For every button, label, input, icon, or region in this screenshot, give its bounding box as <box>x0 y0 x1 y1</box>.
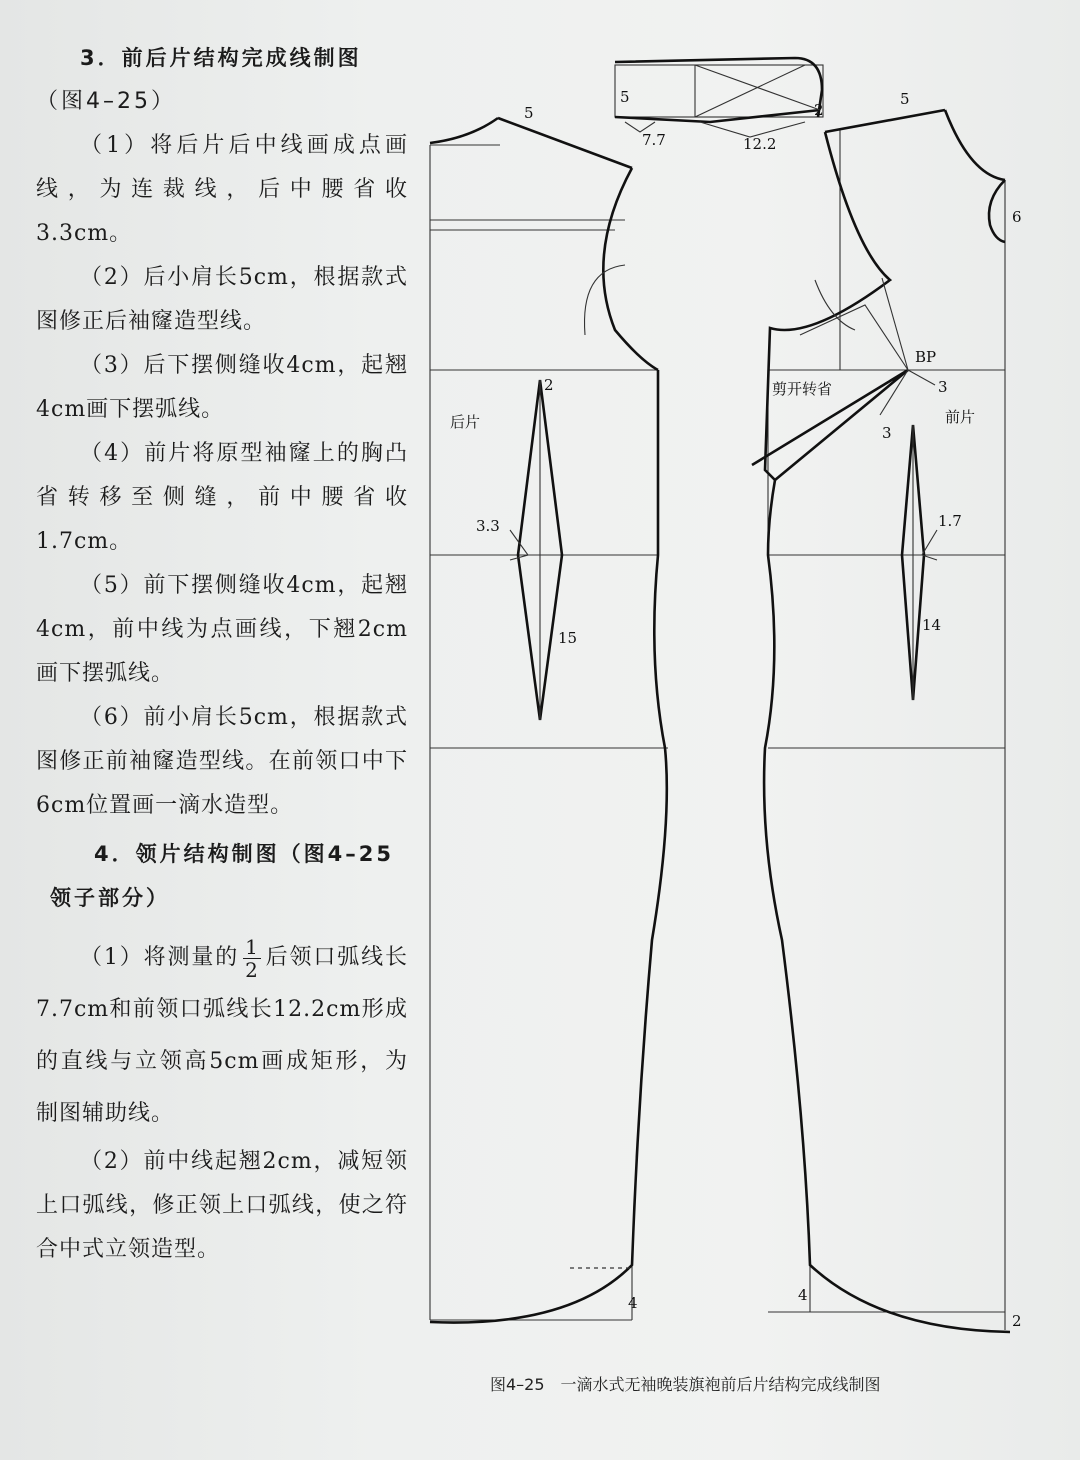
fraction-denominator: 2 <box>245 957 259 982</box>
bust-dart-label-b: 3 <box>882 424 892 442</box>
collar-front-length-label: 12.2 <box>743 135 777 153</box>
back-dart-top-label: 2 <box>544 376 554 394</box>
bp-label: BP <box>915 348 937 366</box>
step-5: （5）前下摆侧缝收4cm，起翘4cm，前中线为点画线，下翘2cm画下摆弧线。 <box>36 573 408 686</box>
section-heading-3-ref: （图4–25） <box>36 89 176 114</box>
front-hem-raise-label: 4 <box>798 1286 808 1304</box>
front-shoulder <box>825 110 945 132</box>
fraction <box>243 936 261 981</box>
collar-bottom-curve <box>615 110 820 122</box>
back-piece-label: 后片 <box>450 413 481 431</box>
step-2: （2）后小肩长5cm，根据款式图修正后袖窿造型线。 <box>36 265 408 334</box>
front-dart-width-label: 1.7 <box>938 512 962 530</box>
step-1: （1）将后片后中线画成点画线，为连裁线，后中腰省收3.3cm。 <box>36 133 408 246</box>
figure-caption: 图4–25 一滴水式无袖晚装旗袍前后片结构完成线制图 <box>490 1375 881 1394</box>
front-dart-construction-4 <box>908 370 935 385</box>
fraction-numerator: 1 <box>245 934 259 959</box>
pattern-figure <box>410 40 1050 1360</box>
front-piece-label: 前片 <box>945 408 976 426</box>
instruction-text <box>36 36 408 1272</box>
collar-diagonal-2 <box>695 65 805 117</box>
front-piece <box>752 90 1022 1332</box>
back-dart-width-label: 3.3 <box>476 517 500 535</box>
collar-pattern <box>615 58 824 153</box>
front-side-seam <box>764 480 1010 1332</box>
back-side-seam <box>430 370 667 1323</box>
back-armhole <box>603 168 658 370</box>
back-original-armhole <box>585 265 626 335</box>
back-dart-length-label: 15 <box>558 629 578 647</box>
front-dart-length-label: 14 <box>922 616 942 634</box>
front-drop-label: 6 <box>1012 208 1022 226</box>
collar-height-label: 5 <box>620 88 630 106</box>
back-piece <box>430 104 668 1323</box>
collar-rectangle <box>615 65 823 117</box>
pattern-drawing <box>410 40 1050 1360</box>
step-3: （3）后下摆侧缝收4cm，起翘4cm画下摆弧线。 <box>36 353 408 422</box>
collar-back-length-label: 7.7 <box>642 131 666 149</box>
front-shoulder-label: 5 <box>900 90 910 108</box>
front-dart-construction-2 <box>882 278 908 370</box>
front-dart-construction-1 <box>800 305 908 370</box>
back-shoulder <box>498 118 632 168</box>
collar-top-curve <box>615 58 822 117</box>
collar-step-2: （2）前中线起翘2cm，减短领上口弧线，修正领上口弧线，使之符合中式立领造型。 <box>36 1149 408 1262</box>
step-4: （4）前片将原型袖窿上的胸凸省转移至侧缝，前中腰省收1.7cm。 <box>36 441 408 554</box>
front-dart-construction-3 <box>880 370 908 415</box>
front-droplet <box>989 180 1005 242</box>
cut-transfer-label: 剪开转省 <box>772 380 833 398</box>
collar-step-1-before: （1）将测量的 <box>80 945 240 970</box>
front-hem-drop-label: 2 <box>1012 1312 1022 1330</box>
collar-step-1-after: 后领口弧线长7.7cm和前领口弧线长12.2cm形成的直线与立领高5cm画成矩形，为制图辅助线。 <box>36 945 408 1126</box>
front-neckline <box>945 110 1005 180</box>
collar-step-1 <box>36 932 408 1140</box>
section-heading-3: 3．前后片结构完成线制图 <box>80 46 362 70</box>
bust-dart-label-a: 3 <box>938 378 948 396</box>
section-heading-4-ref: 领子部分） <box>50 886 170 910</box>
back-shoulder-label: 5 <box>524 104 534 122</box>
step-6: （6）前小肩长5cm，根据款式图修正前袖窿造型线。在前领口中下6cm位置画一滴水造型。 <box>36 705 408 818</box>
back-hem-raise-label: 4 <box>628 1294 638 1312</box>
collar-raise-label: 2 <box>814 101 824 119</box>
back-neckline <box>430 118 498 143</box>
section-heading-4: 4．领片结构制图（图4–25 <box>94 842 394 866</box>
